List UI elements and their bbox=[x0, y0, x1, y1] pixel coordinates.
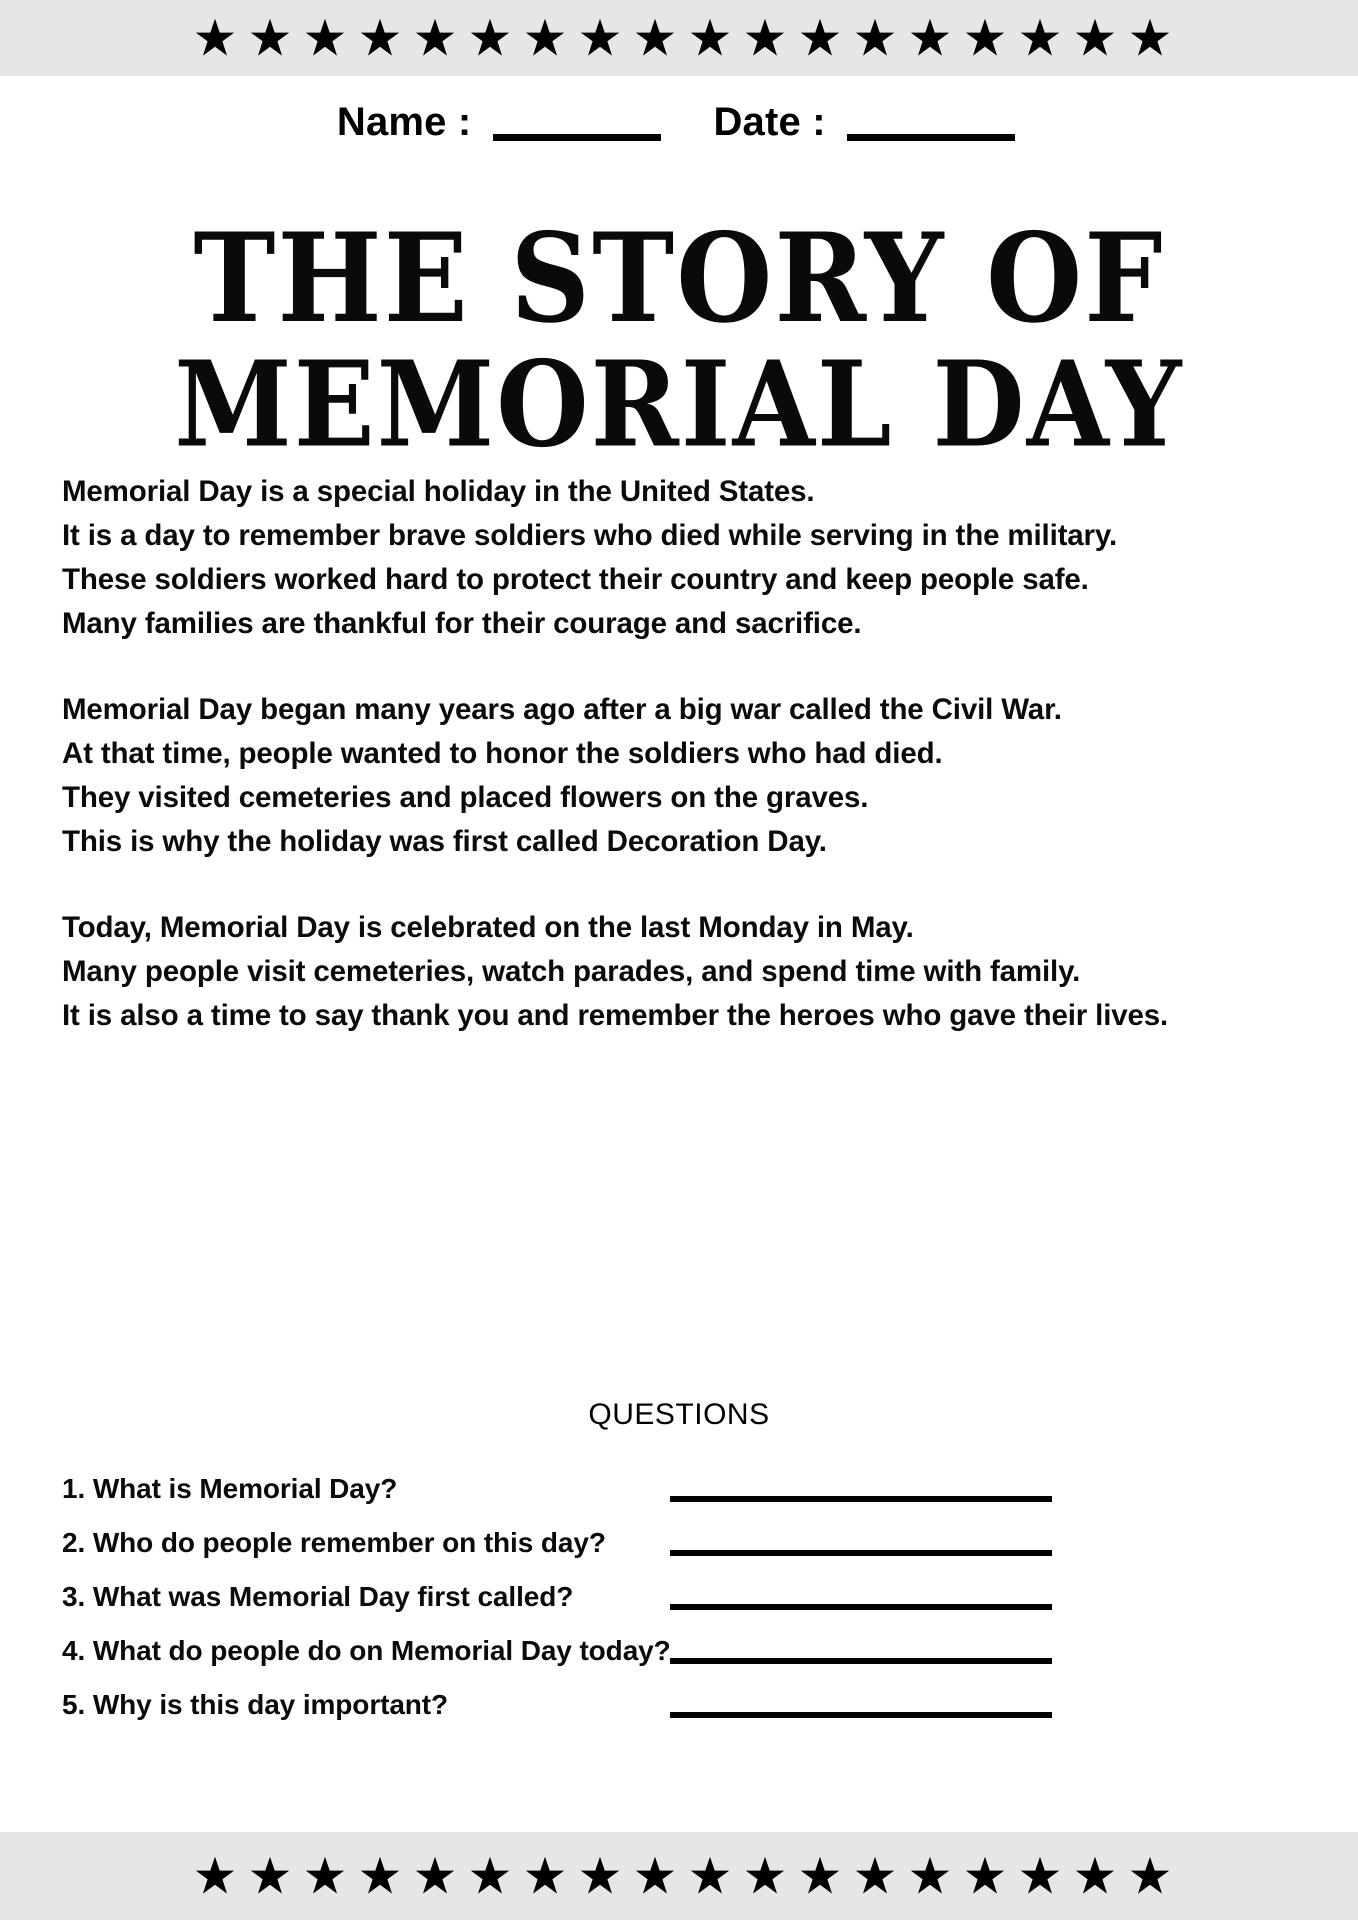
bottom-star-band bbox=[0, 1832, 1358, 1920]
passage-line: They visited cemeteries and placed flowers on the graves. bbox=[62, 781, 869, 814]
passage-line: It is also a time to say thank you and remember the heroes who gave their lives. bbox=[62, 999, 1169, 1032]
question-text: 2. Who do people remember on this day? bbox=[62, 1527, 606, 1558]
star-icon bbox=[1130, 1856, 1170, 1896]
question-text: 5. Why is this day important? bbox=[62, 1689, 449, 1720]
question-row bbox=[62, 1668, 1298, 1722]
star-icon bbox=[690, 18, 730, 58]
star-icon bbox=[195, 18, 235, 58]
name-field-group bbox=[337, 100, 667, 145]
passage-line: Today, Memorial Day is celebrated on the last Monday in May. bbox=[62, 911, 914, 944]
star-icon bbox=[855, 18, 895, 58]
question-text: 4. What do people do on Memorial Day today? bbox=[62, 1635, 671, 1666]
star-row-top bbox=[195, 18, 1170, 58]
star-icon bbox=[745, 1856, 785, 1896]
top-star-band bbox=[0, 0, 1358, 76]
star-icon bbox=[580, 1856, 620, 1896]
star-icon bbox=[800, 18, 840, 58]
star-icon bbox=[360, 1856, 400, 1896]
star-icon bbox=[635, 1856, 675, 1896]
star-icon bbox=[580, 18, 620, 58]
passage-line: Many families are thankful for their courage and sacrifice. bbox=[62, 607, 862, 640]
passage-line: Memorial Day is a special holiday in the United States. bbox=[62, 475, 815, 508]
star-icon bbox=[470, 1856, 510, 1896]
question-row bbox=[62, 1452, 1298, 1506]
star-icon bbox=[1075, 1856, 1115, 1896]
question-row bbox=[62, 1614, 1298, 1668]
date-label: Date : bbox=[713, 100, 826, 144]
star-icon bbox=[195, 1856, 235, 1896]
answer-line[interactable] bbox=[670, 1496, 1052, 1502]
passage-line: This is why the holiday was first called Decoration Day. bbox=[62, 825, 827, 858]
name-date-row bbox=[0, 100, 1358, 145]
star-icon bbox=[800, 1856, 840, 1896]
star-icon bbox=[250, 18, 290, 58]
name-input[interactable] bbox=[493, 134, 661, 141]
star-icon bbox=[305, 1856, 345, 1896]
page-title bbox=[0, 205, 1358, 474]
questions-heading: QUESTIONS bbox=[588, 1398, 770, 1431]
passage-line: Memorial Day began many years ago after a big war called the Civil War. bbox=[62, 693, 1062, 726]
passage-line: At that time, people wanted to honor the soldiers who had died. bbox=[62, 737, 943, 770]
question-text: 1. What is Memorial Day? bbox=[62, 1473, 398, 1504]
star-icon bbox=[360, 18, 400, 58]
star-icon bbox=[525, 1856, 565, 1896]
star-icon bbox=[855, 1856, 895, 1896]
passage-paragraph bbox=[62, 470, 1302, 646]
star-icon bbox=[690, 1856, 730, 1896]
date-input[interactable] bbox=[847, 134, 1015, 141]
reading-passage bbox=[62, 470, 1302, 1038]
star-icon bbox=[415, 18, 455, 58]
star-icon bbox=[1130, 18, 1170, 58]
star-icon bbox=[305, 18, 345, 58]
answer-line[interactable] bbox=[670, 1712, 1052, 1718]
question-row bbox=[62, 1560, 1298, 1614]
passage-line: Many people visit cemeteries, watch parades, and spend time with family. bbox=[62, 955, 1081, 988]
questions-list bbox=[62, 1452, 1298, 1722]
passage-line: It is a day to remember brave soldiers who died while serving in the military. bbox=[62, 519, 1117, 552]
star-icon bbox=[910, 1856, 950, 1896]
star-row-bottom bbox=[195, 1856, 1170, 1896]
title-line-2: MEMORIAL DAY bbox=[174, 334, 1184, 474]
star-icon bbox=[1075, 18, 1115, 58]
star-icon bbox=[415, 1856, 455, 1896]
title-line-1: THE STORY OF bbox=[193, 205, 1165, 351]
passage-paragraph bbox=[62, 688, 1302, 864]
question-row bbox=[62, 1506, 1298, 1560]
answer-line[interactable] bbox=[670, 1604, 1052, 1610]
passage-paragraph bbox=[62, 906, 1302, 1038]
star-icon bbox=[965, 18, 1005, 58]
date-field-group bbox=[713, 100, 1021, 145]
star-icon bbox=[635, 18, 675, 58]
answer-line[interactable] bbox=[670, 1550, 1052, 1556]
name-label: Name : bbox=[336, 100, 472, 144]
star-icon bbox=[910, 18, 950, 58]
star-icon bbox=[1020, 18, 1060, 58]
question-text: 3. What was Memorial Day first called? bbox=[62, 1581, 574, 1612]
star-icon bbox=[965, 1856, 1005, 1896]
answer-line[interactable] bbox=[670, 1658, 1052, 1664]
star-icon bbox=[470, 18, 510, 58]
star-icon bbox=[250, 1856, 290, 1896]
star-icon bbox=[745, 18, 785, 58]
star-icon bbox=[1020, 1856, 1060, 1896]
passage-line: These soldiers worked hard to protect their country and keep people safe. bbox=[62, 563, 1089, 596]
star-icon bbox=[525, 18, 565, 58]
